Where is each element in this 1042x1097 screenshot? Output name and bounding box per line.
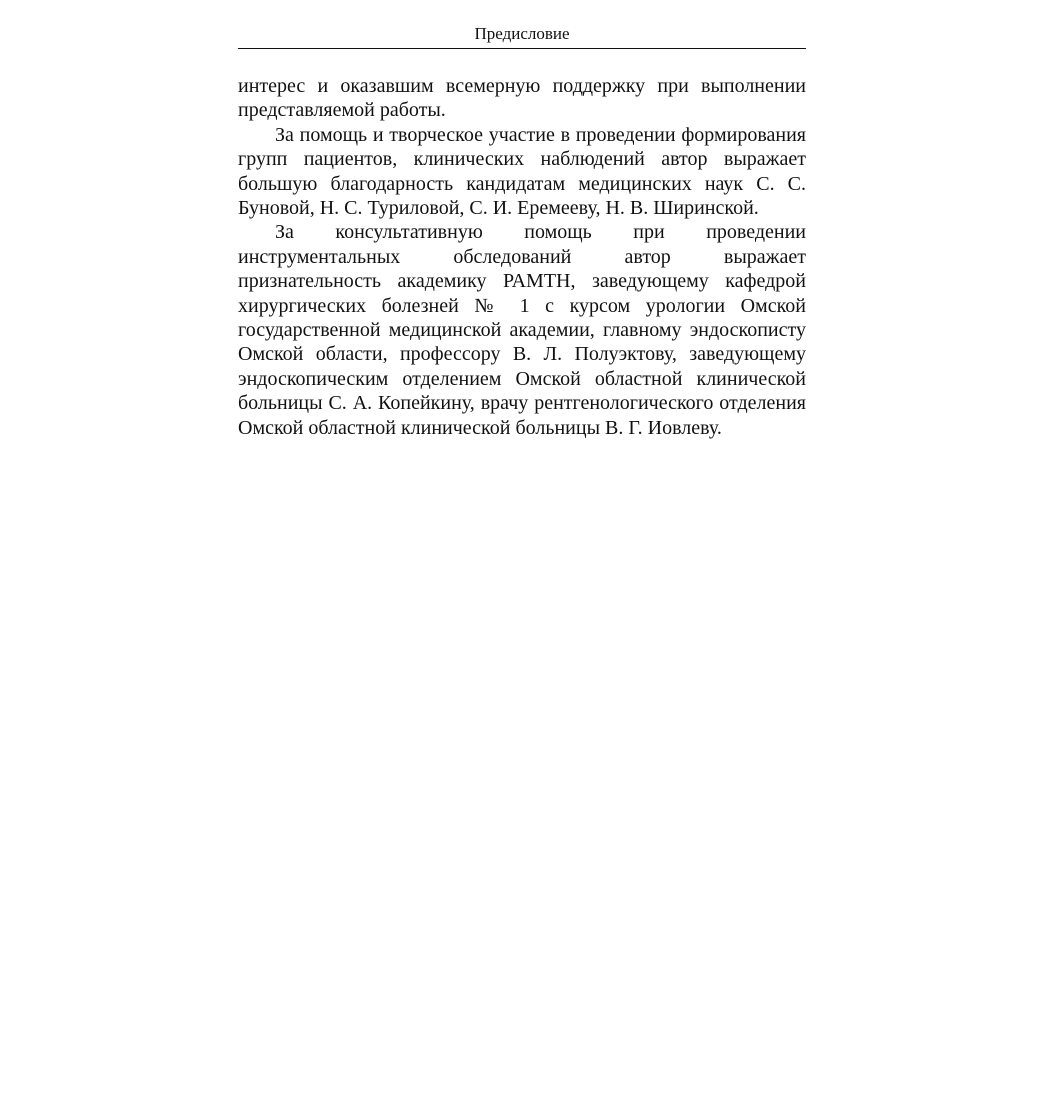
paragraph-continuation: интерес и оказавшим всемерную поддержку при выполнении представляемой работы. (238, 75, 806, 122)
body-text (238, 74, 806, 440)
paragraph-acknowledgement-consultation: За консультативную помощь при проведении инструментальных обследований автор выражает признательность академику РАМТН, заведующему кафедрой хирургических болезней № 1 с курсом урологии Омской государственной медицинской академии, главному эндоскописту Омской области, профессору В. Л. Полуэктову, заведующему эндоскопическим отделением Омской областной клинической больницы С. А. Копейкину, врачу рентгенологического отделения Омской областной клинической больницы В. Г. Иовлеву. (238, 221, 806, 439)
header-rule (238, 48, 806, 49)
paragraph-acknowledgement-clinical: За помощь и творческое участие в проведении формирования групп пациентов, клинических наблюдений автор выражает большую благодарность кандидатам медицинских наук С. С. Буновой, Н. С. Туриловой, С. И. Еремееву, Н. В. Ширинской. (238, 123, 806, 220)
running-title: Предисловие (474, 24, 570, 43)
